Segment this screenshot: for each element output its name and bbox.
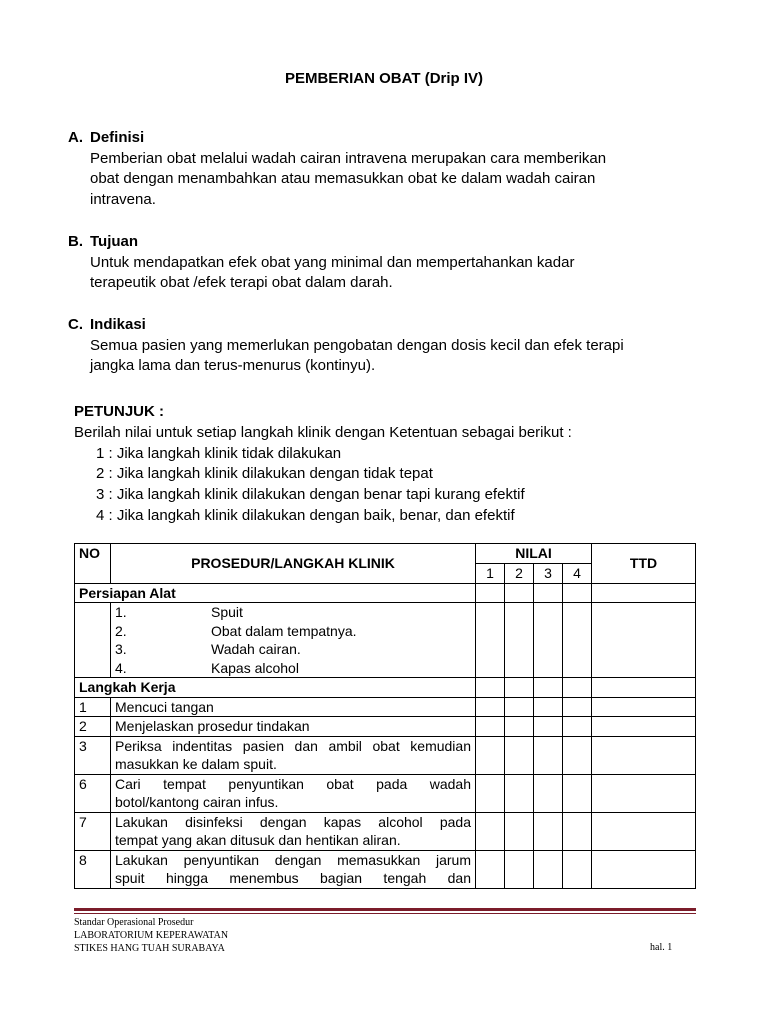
header-score-3: 3 [534, 564, 563, 584]
step-text [111, 717, 476, 737]
section-heading: Tujuan [90, 233, 139, 250]
section-heading: Definisi [90, 129, 145, 146]
score-cell[interactable] [563, 583, 592, 603]
score-cell[interactable] [476, 812, 505, 850]
score-cell[interactable] [534, 774, 563, 812]
score-cell[interactable] [476, 850, 505, 888]
header-score-4: 4 [563, 564, 592, 584]
step-text [111, 850, 476, 888]
score-cell[interactable] [563, 678, 592, 698]
section-definisi [68, 128, 688, 210]
score-cell[interactable] [476, 736, 505, 774]
score-cell[interactable] [505, 717, 534, 737]
step-text [111, 736, 476, 774]
score-cell[interactable] [476, 583, 505, 603]
ttd-cell[interactable] [592, 603, 696, 678]
section-tujuan [68, 232, 688, 294]
header-nilai: NILAI [476, 544, 592, 564]
step-no: 2 [75, 717, 111, 737]
score-cell[interactable] [505, 774, 534, 812]
ttd-cell[interactable] [592, 736, 696, 774]
ttd-cell[interactable] [592, 583, 696, 603]
ttd-cell[interactable] [592, 697, 696, 717]
step-text [111, 774, 476, 812]
ttd-cell[interactable] [592, 774, 696, 812]
score-cell[interactable] [534, 678, 563, 698]
step-line: tempat yang akan ditusuk dan hentikan aliran. [115, 832, 401, 848]
section-line: intravena. [90, 190, 156, 208]
score-cell[interactable] [534, 697, 563, 717]
header-no: NO [75, 544, 111, 584]
score-cell[interactable] [563, 697, 592, 717]
header-prosedur: PROSEDUR/LANGKAH KLINIK [111, 544, 476, 584]
petunjuk [74, 402, 694, 527]
score-cell[interactable] [476, 603, 505, 678]
alat-text: Spuit [211, 604, 243, 620]
score-cell[interactable] [476, 717, 505, 737]
score-cell[interactable] [505, 812, 534, 850]
step-line: masukkan ke dalam spuit. [115, 756, 277, 772]
score-cell[interactable] [505, 736, 534, 774]
footer-line: Standar Operasional Prosedur [74, 917, 194, 928]
section-heading: Indikasi [90, 316, 146, 333]
score-cell[interactable] [476, 697, 505, 717]
alat-text: Obat dalam tempatnya. [211, 622, 357, 639]
score-cell[interactable] [563, 812, 592, 850]
score-cell[interactable] [563, 774, 592, 812]
step-line: Cari tempat penyuntikan obat pada wadah [115, 775, 471, 792]
ttd-cell[interactable] [592, 717, 696, 737]
section-letter: A. [68, 129, 83, 146]
score-cell[interactable] [563, 736, 592, 774]
petunjuk-item: 4 : Jika langkah klinik dilakukan dengan baik, benar, dan efektif [96, 506, 515, 524]
score-cell[interactable] [534, 583, 563, 603]
step-line: Menjelaskan prosedur tindakan [115, 718, 310, 734]
header-score-2: 2 [505, 564, 534, 584]
document-title: PEMBERIAN OBAT (Drip IV) [284, 70, 484, 87]
section-line: terapeutik obat /efek terapi obat dalam darah. [90, 274, 393, 291]
step-no: 7 [75, 812, 111, 850]
score-cell[interactable] [563, 603, 592, 678]
petunjuk-item: 3 : Jika langkah klinik dilakukan dengan benar tapi kurang efektif [96, 486, 525, 504]
score-cell[interactable] [534, 812, 563, 850]
footer-rule-thin [74, 913, 696, 914]
step-line: Lakukan disinfeksi dengan kapas alcohol pada [115, 813, 471, 830]
step-no: 8 [75, 850, 111, 888]
score-cell[interactable] [505, 603, 534, 678]
persiapan-alat-label: Persiapan Alat [75, 583, 476, 603]
ttd-cell[interactable] [592, 812, 696, 850]
score-cell[interactable] [534, 603, 563, 678]
step-text [111, 812, 476, 850]
section-letter: C. [68, 316, 83, 333]
footer [74, 916, 228, 955]
alat-text: Wadah cairan. [211, 641, 301, 657]
score-cell[interactable] [505, 850, 534, 888]
score-cell[interactable] [505, 678, 534, 698]
step-line: Mencuci tangan [115, 698, 214, 715]
section-line: Pemberian obat melalui wadah cairan intravena merupakan cara memberikan [90, 149, 607, 167]
score-cell[interactable] [534, 736, 563, 774]
alat-num: 4. [115, 659, 127, 676]
score-cell[interactable] [476, 774, 505, 812]
step-no: 6 [75, 774, 111, 812]
header-score-1: 1 [476, 564, 505, 584]
section-line: obat dengan menambahkan atau memasukkan obat ke dalam wadah cairan [90, 170, 596, 187]
alat-item [115, 622, 471, 641]
step-line: Periksa indentitas pasien dan ambil obat kemudian [115, 737, 471, 754]
section-line: Untuk mendapatkan efek obat yang minimal dan mempertahankan kadar [90, 253, 575, 271]
alat-num: 3. [115, 641, 127, 657]
score-cell[interactable] [563, 717, 592, 737]
step-no: 1 [75, 697, 111, 717]
section-line: Semua pasien yang memerlukan pengobatan dengan dosis kecil dan efek terapi [90, 336, 624, 354]
footer-rule [74, 908, 696, 911]
step-text [111, 697, 476, 717]
step-line: Lakukan penyuntikan dengan memasukkan jarum [115, 851, 471, 868]
section-line: jangka lama dan terus-menurus (kontinyu). [90, 357, 376, 374]
procedure-table [74, 543, 696, 889]
score-cell[interactable] [534, 850, 563, 888]
alat-list [111, 603, 476, 678]
score-cell[interactable] [476, 678, 505, 698]
step-line: botol/kantong cairan infus. [115, 794, 279, 810]
alat-item [115, 659, 471, 678]
section-letter: B. [68, 233, 83, 250]
score-cell[interactable] [505, 697, 534, 717]
page-number: hal. 1 [650, 942, 673, 953]
footer-line: STIKES HANG TUAH SURABAYA [74, 943, 225, 954]
alat-text: Kapas alcohol [211, 659, 299, 676]
ttd-cell[interactable] [592, 678, 696, 698]
petunjuk-item: 2 : Jika langkah klinik dilakukan dengan tidak tepat [96, 465, 433, 483]
step-no: 3 [75, 736, 111, 774]
score-cell[interactable] [563, 850, 592, 888]
section-indikasi [68, 315, 688, 377]
petunjuk-intro: Berilah nilai untuk setiap langkah klinik dengan Ketentuan sebagai berikut : [74, 423, 572, 441]
alat-item [115, 603, 471, 622]
petunjuk-heading: PETUNJUK : [74, 403, 165, 420]
score-cell[interactable] [534, 717, 563, 737]
alat-num: 2. [115, 622, 127, 639]
score-cell[interactable] [505, 583, 534, 603]
langkah-kerja-label: Langkah Kerja [75, 678, 476, 698]
petunjuk-item: 1 : Jika langkah klinik tidak dilakukan [96, 444, 342, 462]
alat-item [115, 640, 471, 659]
footer-line: LABORATORIUM KEPERAWATAN [74, 930, 229, 941]
header-ttd: TTD [592, 544, 696, 584]
ttd-cell[interactable] [592, 850, 696, 888]
alat-num: 1. [115, 604, 127, 620]
step-line: spuit hingga menembus bagian tengah dan [115, 870, 471, 886]
